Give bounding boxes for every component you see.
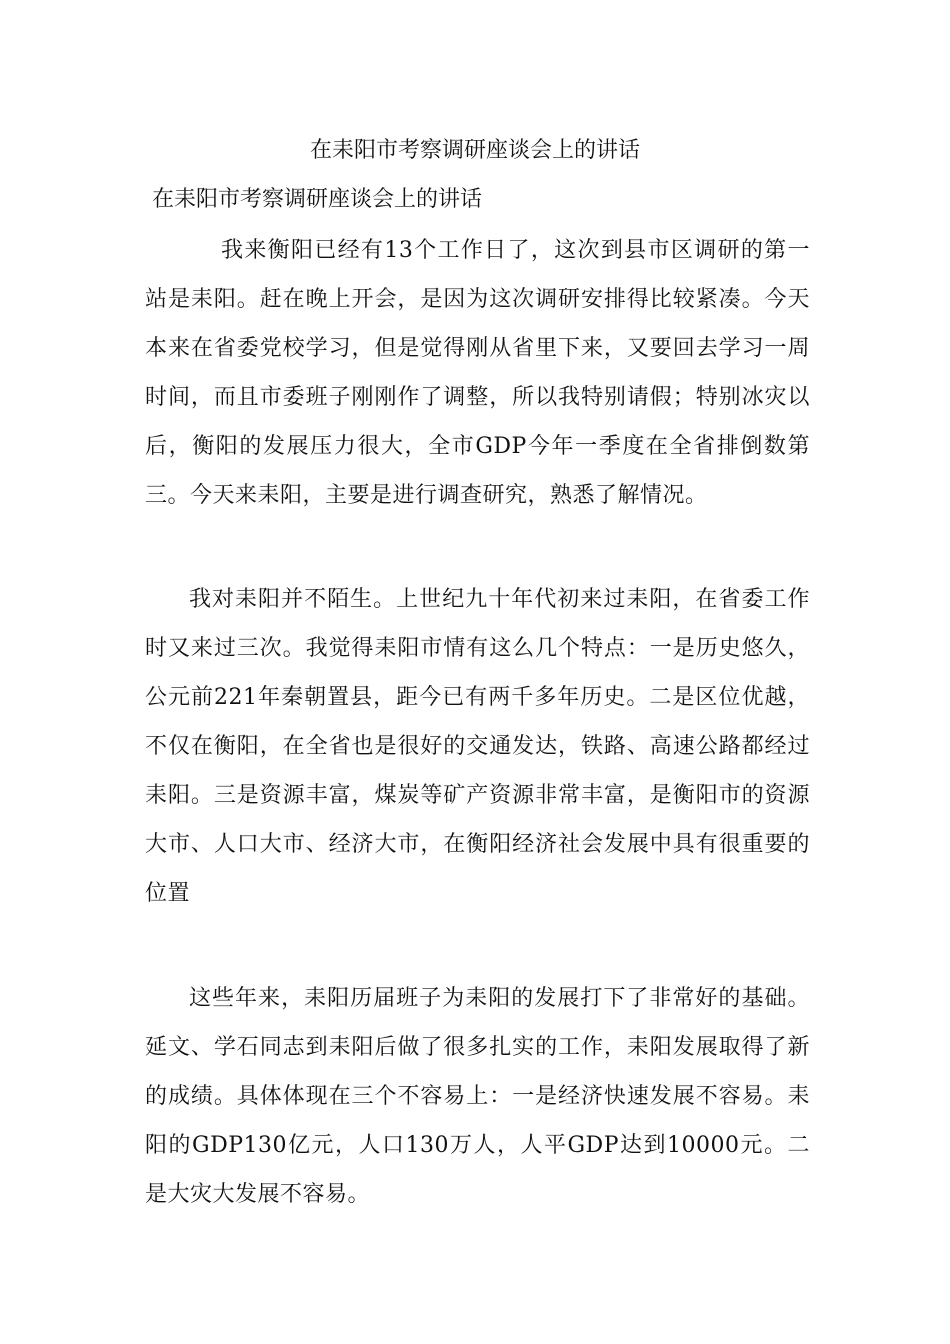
page-subtitle: 在耒阳市考察调研座谈会上的讲话: [152, 187, 483, 212]
paragraph-2: 我对耒阳并不陌生。上世纪九十年代初来过耒阳，在省委工作时又来过三次。我觉得耒阳市情有这么几个特点：一是历史悠久，公元前221年秦朝置县，距今已有两千多年历史。二是区位优越，不仅在衡阳，在全省也是很好的交通发达，铁路、高速公路都经过耒阳。三是资源丰富，煤炭等矿产资源非常丰富，是衡阳市的资源大市、人口大市、经济大市，在衡阳经济社会发展中具有很重要的位置: [145, 587, 810, 906]
paragraph-3: 这些年来，耒阳历届班子为耒阳的发展打下了非常好的基础。延文、学石同志到耒阳后做了很多扎实的工作，耒阳发展取得了新的成绩。具体体现在三个不容易上：一是经济快速发展不容易。耒阳的GDP130亿元，人口130万人，人平GDP达到10000元。二是大灾大发展不容易。: [145, 986, 810, 1207]
paragraph-1: 我来衡阳已经有13个工作日了，这次到县市区调研的第一站是耒阳。赶在晚上开会，是因为这次调研安排得比较紧凑。今天本来在省委党校学习，但是觉得刚从省里下来，又要回去学习一周时间，而且市委班子刚刚作了调整，所以我特别请假；特别冰灾以后，衡阳的发展压力很大，全市GDP今年一季度在全省排倒数第三。今天来耒阳，主要是进行调查研究，熟悉了解情况。: [145, 238, 810, 508]
page-title: 在耒阳市考察调研座谈会上的讲话: [309, 138, 640, 163]
